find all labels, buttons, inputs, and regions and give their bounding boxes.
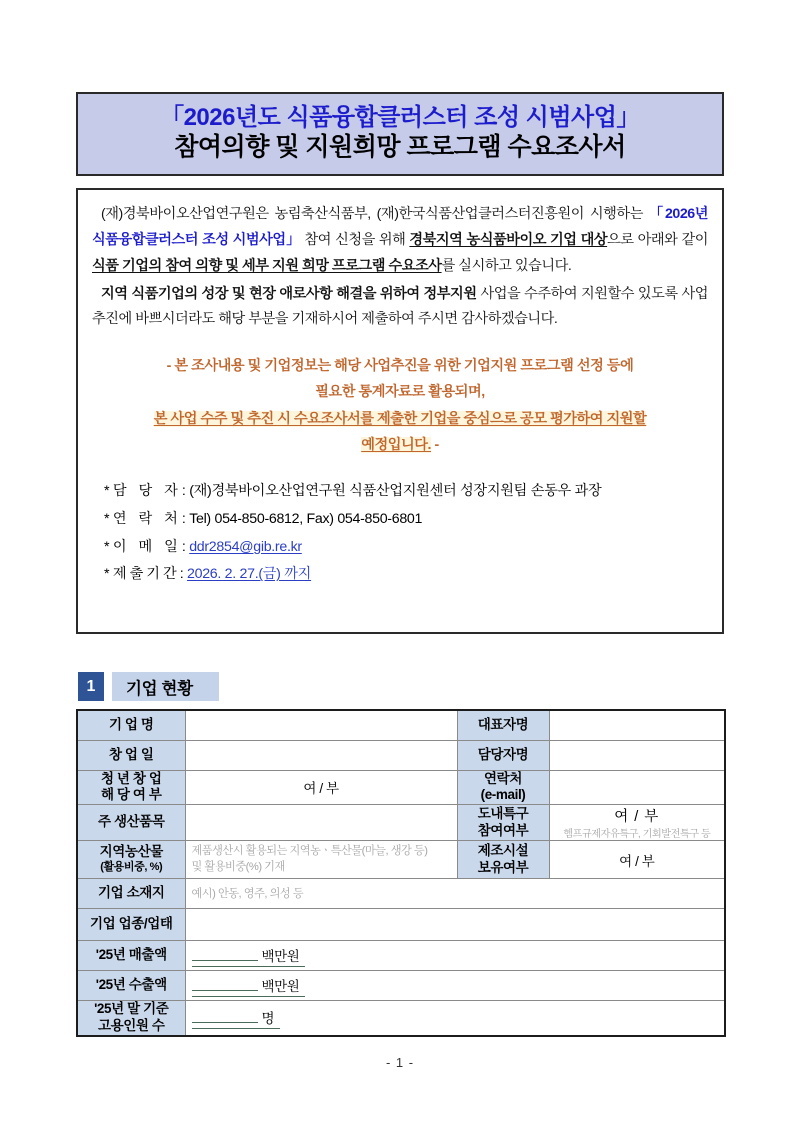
input-manufacturing-facility[interactable]: 여 / 부 — [549, 841, 725, 879]
contact-marker: * — [104, 538, 110, 555]
revenue-blank-line[interactable] — [192, 960, 258, 961]
input-ceo-name[interactable] — [549, 710, 725, 740]
contact-separator: : — [179, 566, 188, 583]
employees-unit: 명 — [261, 1011, 275, 1027]
label-ceo-name: 대표자명 — [457, 710, 549, 740]
label-manufacturing-facility — [457, 841, 549, 879]
table-row — [77, 971, 725, 1001]
export-unit: 백만원 — [261, 978, 300, 994]
input-founding-date[interactable] — [185, 740, 457, 770]
input-special-zone[interactable] — [549, 805, 725, 841]
notice-block — [92, 353, 708, 458]
label-employees-2025 — [77, 1001, 185, 1036]
intro-p2-emphasis: 지역 식품기업의 성장 및 현장 애로사항 해결을 위하여 정부지원 — [101, 285, 477, 302]
contact-marker: * — [104, 510, 110, 527]
local-produce-hint-line2: 및 활용비중(%) 기재 — [191, 860, 285, 873]
table-row — [77, 740, 725, 770]
special-zone-hint: 헴프규제자유특구, 기회발전특구 등 — [563, 829, 711, 841]
title-line-1: 「2026년도 식품융합클러스터 조성 시범사업」 — [160, 104, 640, 131]
label-youth-startup-line1: 청 년 창 업 — [100, 770, 162, 786]
contact-separator: : — [181, 483, 190, 500]
email-link[interactable]: ddr2854@gib.re.kr — [189, 538, 302, 555]
input-contact-email[interactable] — [549, 770, 725, 805]
label-manager-name: 담당자명 — [457, 740, 549, 770]
label-employees-line2: 고용인원 수 — [97, 1018, 165, 1034]
contact-label: 연 락 처 — [112, 510, 182, 527]
label-special-zone-line1: 도내특구 — [477, 805, 529, 821]
contact-label: 이 메 일 — [112, 538, 182, 555]
input-main-product[interactable] — [185, 805, 457, 841]
local-produce-hint-line1: 제품생산시 활용되는 지역농ㆍ특산물(마늘, 생강 등) — [191, 844, 428, 857]
intro-paragraph-1 — [92, 202, 708, 280]
notice-line-1: - 본 조사내용 및 기업정보는 해당 사업추진을 위한 기업지원 프로그램 선정 등에 — [166, 358, 634, 375]
label-company-name: 기 업 명 — [77, 710, 185, 740]
document-title-banner — [76, 92, 724, 176]
input-manager-name[interactable] — [549, 740, 725, 770]
label-special-zone — [457, 805, 549, 841]
employees-entry[interactable] — [192, 1007, 281, 1029]
intro-p1-segment-1: (재)경북바이오산업연구원은 농림축산식품부, (재)한국식품산업클러스터진흥원이 시행하는 — [101, 206, 649, 222]
contact-label: 담 당 자 — [112, 483, 182, 500]
label-local-produce-line2: (활용비중, %) — [100, 861, 163, 874]
contact-separator: : — [181, 510, 190, 527]
table-row — [77, 710, 725, 740]
section-number-badge: 1 — [78, 672, 104, 701]
table-row — [77, 770, 725, 805]
contact-marker: * — [104, 566, 110, 583]
intro-p2-rest: 사업을 수주하여 지원할수 있도록 사업추진에 바쁘시더라도 해당 부분을 기재하시어 제출하여 주시면 감사하겠습니다. — [92, 285, 708, 328]
label-facility-line2: 보유여부 — [477, 859, 529, 875]
contact-marker: * — [104, 483, 110, 500]
input-revenue-2025[interactable] — [185, 941, 725, 971]
revenue-entry[interactable] — [192, 945, 306, 967]
employees-blank-line[interactable] — [192, 1022, 258, 1023]
contact-label: 제출기간 — [112, 566, 180, 583]
company-status-table-wrapper — [76, 709, 724, 1037]
section-heading-company-status — [78, 672, 219, 701]
label-facility-line1: 제조시설 — [477, 842, 529, 858]
input-employees-2025[interactable] — [185, 1001, 725, 1036]
label-revenue-2025: '25년 매출액 — [77, 941, 185, 971]
table-row — [77, 909, 725, 941]
title-line-2: 참여의향 및 지원희망 프로그램 수요조사서 — [174, 133, 626, 162]
page-number: - 1 - — [385, 1055, 415, 1070]
deadline-value: 2026. 2. 27.(금) 까지 — [187, 566, 312, 583]
special-zone-value: 여 / 부 — [614, 809, 660, 826]
export-blank-line[interactable] — [192, 990, 258, 991]
notice-line-4: 예정입니다. — [361, 437, 431, 454]
label-location: 기업 소재지 — [77, 879, 185, 909]
table-row — [77, 841, 725, 879]
company-status-table — [76, 709, 726, 1037]
section-title-label: 기업 현황 — [112, 672, 219, 701]
label-youth-startup-line2: 해 당 여 부 — [100, 787, 162, 803]
input-youth-startup[interactable]: 여 / 부 — [185, 770, 457, 805]
notice-line-3: 본 사업 수주 및 추진 시 수요조사서를 제출한 기업을 중심으로 공모 평가하여 지원할 — [153, 410, 647, 427]
input-industry-type[interactable] — [185, 909, 725, 941]
label-special-zone-line2: 참여여부 — [477, 822, 529, 838]
notice-line-4-tail: - — [431, 437, 439, 454]
intro-p1-project-name: 「2026년 식품융합클러스터 조성 시범사업」 — [92, 206, 708, 248]
contact-row-deadline — [104, 561, 708, 589]
table-row — [77, 941, 725, 971]
table-row — [77, 879, 725, 909]
input-location[interactable] — [185, 879, 725, 909]
input-local-produce[interactable] — [185, 841, 457, 879]
intro-p1-segment-3: 참여 신청을 위해 — [300, 231, 410, 248]
intro-p1-survey-emphasis: 식품 기업의 참여 의향 및 세부 지원 희망 프로그램 수요조사 — [92, 257, 442, 274]
contact-row-phone — [104, 506, 708, 534]
label-local-produce-line1: 지역농산물 — [99, 844, 163, 860]
intro-p1-segment-7: 를 실시하고 있습니다. — [441, 257, 572, 274]
intro-box — [76, 188, 724, 634]
contact-value-phone: Tel) 054-850-6812, Fax) 054-850-6801 — [189, 510, 423, 527]
label-employees-line1: '25년 말 기준 — [94, 1001, 169, 1017]
input-company-name[interactable] — [185, 710, 457, 740]
intro-paragraph-2 — [92, 282, 708, 334]
label-contact-line2: (e-mail) — [480, 787, 526, 803]
contact-separator: : — [181, 538, 190, 555]
revenue-unit: 백만원 — [261, 948, 300, 964]
label-youth-startup — [77, 770, 185, 805]
contact-list — [92, 478, 708, 589]
export-entry[interactable] — [192, 975, 306, 997]
intro-p1-segment-5: 으로 아래와 같이 — [607, 231, 708, 248]
contact-row-email — [104, 534, 708, 562]
label-contact-line1: 연락처 — [484, 770, 522, 786]
label-industry-type: 기업 업종/업태 — [77, 909, 185, 941]
notice-line-2: 필요한 통계자료로 활용되며, — [315, 384, 485, 401]
label-local-produce — [77, 841, 185, 879]
input-export-2025[interactable] — [185, 971, 725, 1001]
location-hint: 예시) 안동, 영주, 의성 등 — [191, 887, 304, 900]
label-main-product: 주 생산품목 — [77, 805, 185, 841]
intro-p1-target-emphasis: 경북지역 농식품바이오 기업 대상 — [409, 231, 608, 248]
label-contact-email — [457, 770, 549, 805]
label-founding-date: 창 업 일 — [77, 740, 185, 770]
contact-value-manager: (재)경북바이오산업연구원 식품산업지원센터 성장지원팀 손동우 과장 — [189, 483, 602, 500]
contact-row-manager — [104, 478, 708, 506]
table-row — [77, 1001, 725, 1036]
table-row — [77, 805, 725, 841]
label-export-2025: '25년 수출액 — [77, 971, 185, 1001]
